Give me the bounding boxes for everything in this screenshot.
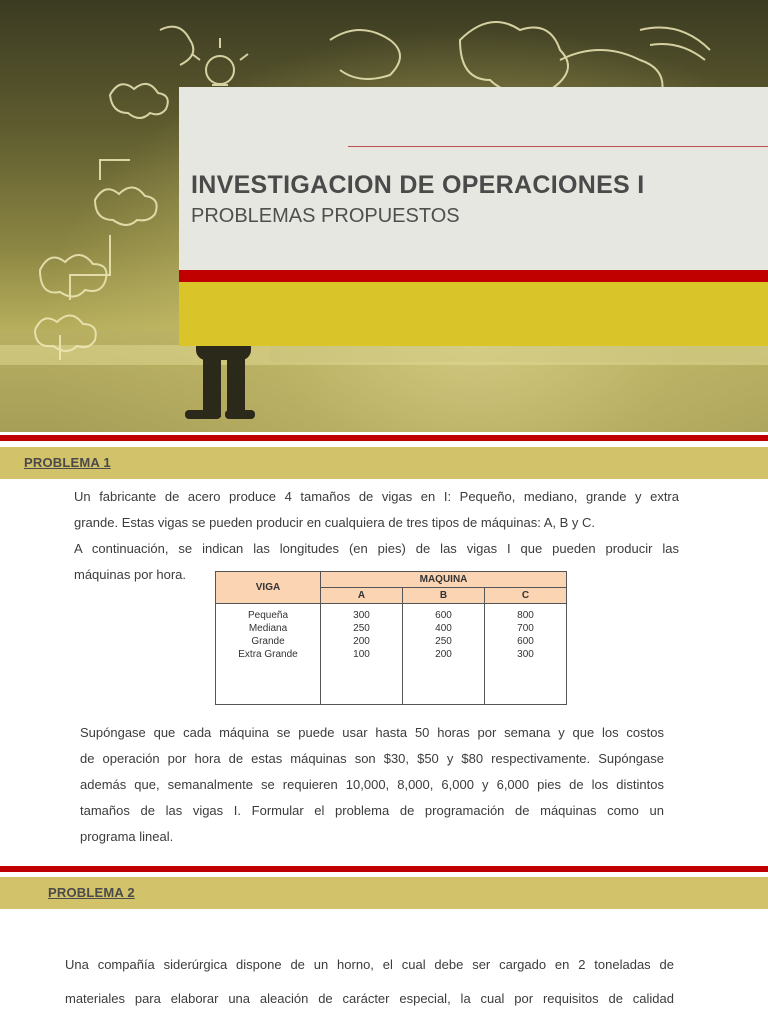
- intro-line: máquinas por hora.: [74, 567, 187, 582]
- title-panel: [179, 87, 768, 270]
- beam-production-table: [215, 571, 567, 705]
- gold-accent-band: [179, 282, 768, 346]
- header-machine-a: A: [321, 588, 403, 604]
- problem2-header-bar: [0, 877, 768, 909]
- body-line: además que, semanalmente se requieren 10,000, 8,000, 6,000 y 6,000 pies de los distintos: [80, 777, 664, 792]
- cell-value: 100: [353, 649, 370, 660]
- problem2-heading: PROBLEMA 2: [48, 885, 135, 900]
- header-maquina: MAQUINA: [321, 572, 567, 588]
- size-label: Extra Grande: [238, 649, 298, 660]
- cell-value: 200: [435, 649, 452, 660]
- machine-a-column: [321, 604, 403, 705]
- cover-image: [0, 0, 768, 432]
- document-title: INVESTIGACION DE OPERACIONES I: [191, 171, 645, 199]
- header-viga: VIGA: [216, 572, 321, 604]
- size-column: [216, 604, 321, 705]
- body-line: Supóngase que cada máquina se puede usar hasta 50 horas por semana y que los costos: [80, 725, 664, 740]
- machine-c-column: [485, 604, 567, 705]
- cell-value: 250: [435, 636, 452, 647]
- cell-value: 600: [517, 636, 534, 647]
- cell-value: 700: [517, 623, 534, 634]
- machine-b-column: [403, 604, 485, 705]
- cell-value: 250: [353, 623, 370, 634]
- header-machine-b: B: [403, 588, 485, 604]
- problem1-header-bar: [0, 447, 768, 479]
- cell-value: 300: [353, 610, 370, 621]
- body-line: programa lineal.: [80, 829, 174, 844]
- cell-value: 300: [517, 649, 534, 660]
- decorative-rule: [348, 146, 768, 147]
- header-machine-c: C: [485, 588, 567, 604]
- document-subtitle: PROBLEMAS PROPUESTOS: [191, 205, 460, 227]
- cell-value: 200: [353, 636, 370, 647]
- intro-line: grande. Estas vigas se pueden producir en cualquiera de tres tipos de máquinas: A, B y C.: [74, 515, 596, 530]
- size-label: Mediana: [248, 623, 288, 634]
- section-divider: [0, 435, 768, 441]
- problem2-body: [65, 948, 674, 1016]
- body-line: materiales para elaborar una aleación de carácter especial, la cual por requisitos de calidad: [65, 991, 674, 1006]
- red-accent-band: [179, 270, 768, 282]
- body-line: de operación por hora de estas máquinas son $30, $50 y $80 respectivamente. Supóngase: [80, 751, 664, 766]
- problem1-heading: PROBLEMA 1: [24, 455, 111, 470]
- section-divider: [0, 866, 768, 872]
- cell-value: 800: [517, 610, 534, 621]
- size-label: Pequeña: [247, 610, 289, 621]
- cell-value: 400: [435, 623, 452, 634]
- body-line: tamaños de las vigas I. Formular el problema de programación de máquinas como un: [80, 803, 664, 818]
- problem1-body: [80, 720, 664, 850]
- cell-value: 600: [435, 610, 452, 621]
- intro-line: A continuación, se indican las longitudes (en pies) de las vigas I que pueden producir las: [74, 541, 679, 556]
- intro-line: Un fabricante de acero produce 4 tamaños de vigas en I: Pequeño, mediano, grande y extra: [74, 489, 679, 504]
- body-line: Una compañía siderúrgica dispone de un horno, el cual debe ser cargado en 2 toneladas de: [65, 957, 674, 972]
- size-label: Grande: [251, 636, 285, 647]
